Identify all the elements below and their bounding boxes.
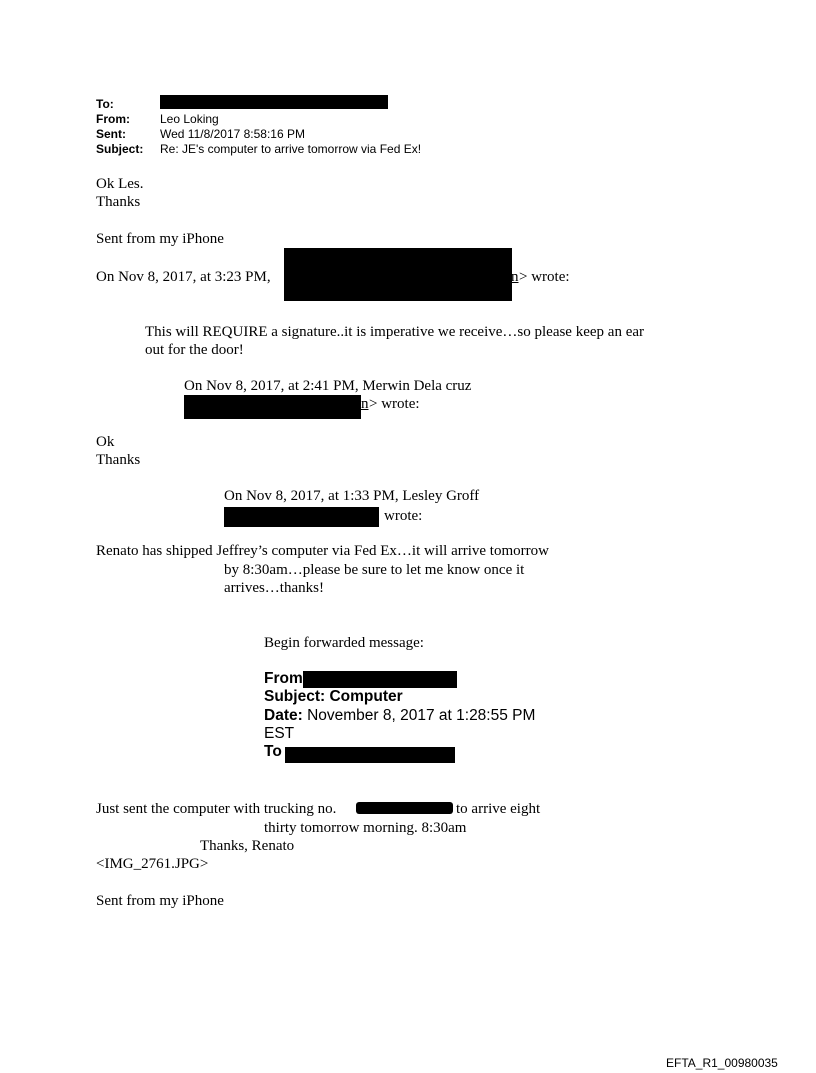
quote2-attribution-suffix: > wrote: — [369, 396, 420, 412]
quote1-attribution-suffix: > wrote: — [519, 269, 570, 285]
from-label: From: — [96, 112, 130, 126]
reply-line-1: Ok Les. — [96, 176, 144, 192]
quote3-attribution-suffix: wrote: — [384, 508, 423, 524]
original-line-3: Thanks, Renato — [200, 838, 295, 854]
redacted-sender-address-3 — [224, 507, 379, 527]
quote1-line-1: This will REQUIRE a signature..it is imperative we receive…so please keep an ear — [145, 324, 644, 340]
sent-label: Sent: — [96, 127, 126, 141]
original-line-2: thirty tomorrow morning. 8:30am — [264, 820, 467, 836]
original-signature: Sent from my iPhone — [96, 893, 224, 909]
forwarded-date: Date: November 8, 2017 at 1:28:55 PM — [264, 707, 536, 724]
quote3-line-1: Renato has shipped Jeffrey’s computer via Fed Ex…it will arrive tomorrow — [96, 543, 549, 559]
redacted-forwarded-from — [303, 671, 457, 688]
subject-value: Re: JE's computer to arrive tomorrow via Fed Ex! — [160, 142, 422, 156]
quote1-line-2: out for the door! — [145, 342, 244, 358]
forwarded-subject: Subject: Computer — [264, 688, 403, 705]
redacted-forwarded-to — [285, 747, 455, 763]
attachment-reference: <IMG_2761.JPG> — [96, 856, 209, 872]
quote3-line-2: by 8:30am…please be sure to let me know once it — [224, 562, 525, 578]
redacted-sender-address-2 — [184, 395, 361, 419]
to-label: To: — [96, 97, 114, 111]
redacted-to-address — [160, 95, 388, 109]
forwarded-intro: Begin forwarded message: — [264, 635, 424, 651]
redacted-sender-address-1 — [284, 248, 512, 301]
quote2-line-1: Ok — [96, 434, 115, 450]
quote3-attribution: On Nov 8, 2017, at 1:33 PM, Lesley Groff — [224, 488, 480, 504]
quote1-attribution: On Nov 8, 2017, at 3:23 PM, — [96, 269, 271, 285]
redacted-tracking-number — [356, 802, 453, 814]
quote3-line-3: arrives…thanks! — [224, 580, 324, 596]
subject-label: Subject: — [96, 142, 144, 156]
quote2-line-2: Thanks — [96, 452, 141, 468]
quote2-attribution: On Nov 8, 2017, at 2:41 PM, Merwin Dela cruz — [184, 378, 472, 394]
forwarded-date-tz: EST — [264, 725, 295, 742]
reply-line-2: Thanks — [96, 194, 141, 210]
sent-value: Wed 11/8/2017 8:58:16 PM — [160, 127, 305, 141]
quote1-attribution-tail-char: n — [511, 269, 519, 285]
quote2-attribution-tail-char: n — [361, 396, 369, 412]
document-id: EFTA_R1_00980035 — [666, 1056, 778, 1070]
original-line-1-suffix: to arrive eight — [456, 801, 541, 817]
forwarded-to-label: To — [264, 743, 282, 760]
original-line-1-prefix: Just sent the computer with trucking no. — [96, 801, 337, 817]
forwarded-from-label: From — [264, 670, 303, 687]
from-value: Leo Loking — [160, 112, 219, 126]
reply-signature: Sent from my iPhone — [96, 231, 224, 247]
